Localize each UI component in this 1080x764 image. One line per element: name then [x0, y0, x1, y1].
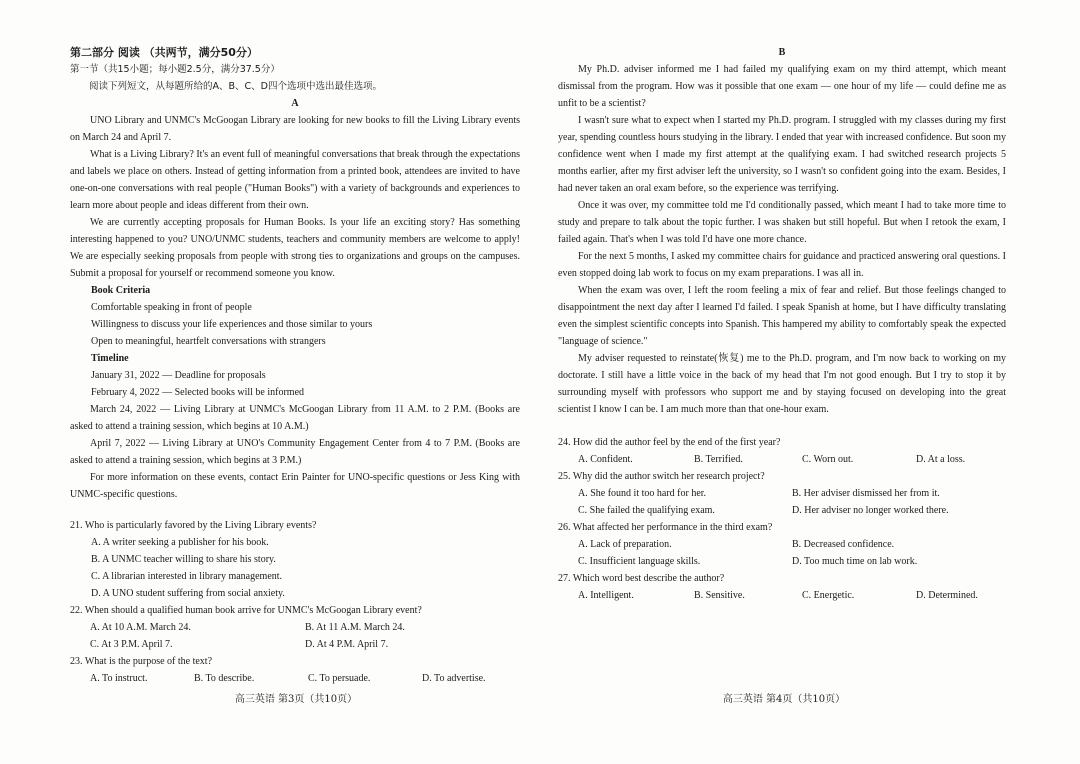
question-option[interactable]: D. At a loss. — [916, 454, 966, 465]
question-option[interactable]: B. Decreased confidence. — [792, 539, 895, 550]
question-option[interactable]: C. At 3 P.M. April 7. — [90, 639, 173, 650]
passage-b-paragraph: I wasn't sure what to expect when I started my Ph.D. program. I struggled with my classes during my first year, spending countless hours studying in the library. I ended that year with increased confidence. But soon my confidence went when I made my first attempt at the qualifying exam. I had switched research projects 5 months earlier, after my first adviser left the university, so I wasn't so confident going into the exam. Besides, I had never taken an oral exam before, so the experience was terrifying. — [558, 115, 1006, 194]
question-option[interactable]: B. Her adviser dismissed her from it. — [792, 488, 940, 499]
criteria-heading: Book Criteria — [91, 285, 151, 296]
question-option[interactable]: C. Worn out. — [802, 454, 854, 465]
question-stem: 27. Which word best describe the author? — [558, 573, 725, 584]
subsection-title: 第一节（共15小题；每小题2.5分，满分37.5分） — [70, 64, 280, 75]
criteria-item: Open to meaningful, heartfelt conversations with strangers — [91, 336, 326, 347]
question-option[interactable]: B. To describe. — [194, 673, 255, 684]
right-column — [558, 44, 1006, 604]
spacer — [70, 503, 520, 517]
question-option[interactable]: D. Her adviser no longer worked there. — [792, 505, 949, 516]
question-stem: 24. How did the author feel by the end of the first year? — [558, 437, 781, 448]
question-option[interactable]: C. A librarian interested in library management. — [91, 571, 283, 582]
question-option[interactable]: A. She found it too hard for her. — [578, 488, 707, 499]
section-title: 第二部分 阅读 （共两节，满分50分） — [70, 46, 258, 59]
question-option[interactable]: B. Sensitive. — [694, 590, 745, 601]
question-option[interactable]: A. To instruct. — [90, 673, 148, 684]
question-option[interactable]: D. Too much time on lab work. — [792, 556, 918, 567]
question-stem: 25. Why did the author switch her research project? — [558, 471, 765, 482]
question-option[interactable]: C. Insufficient language skills. — [578, 556, 701, 567]
passage-b-paragraph: Once it was over, my committee told me I'd conditionally passed, which meant I had to take more time to study and prepare to talk about the topic further. I was shaken but still hopeful. But when I retook the exam, I failed again. That's when I was told I'd have one more chance. — [558, 200, 1006, 245]
question-option[interactable]: A. Intelligent. — [578, 590, 634, 601]
timeline-item: January 31, 2022 — Deadline for proposals — [91, 370, 266, 381]
question-option[interactable]: C. Energetic. — [802, 590, 855, 601]
passage-a-paragraph: UNO Library and UNMC's McGoogan Library are looking for new books to fill the Living Library events on March 24 and April 7. — [70, 115, 520, 143]
question-option[interactable]: A. Confident. — [578, 454, 633, 465]
passage-b-paragraph: My Ph.D. adviser informed me I had failed my qualifying exam on my third attempt, which meant dismissal from the program. How was it possible that one exam — one hour of my life — could define me as unfit to be a scientist? — [558, 64, 1006, 109]
option-row — [558, 485, 1006, 502]
question-option[interactable]: B. Terrified. — [694, 454, 743, 465]
criteria-item: Comfortable speaking in front of people — [91, 302, 252, 313]
question-option[interactable]: D. A UNO student suffering from social anxiety. — [91, 588, 285, 599]
question-option[interactable]: A. Lack of preparation. — [578, 539, 672, 550]
question-option[interactable]: B. A UNMC teacher willing to share his story. — [91, 554, 276, 565]
criteria-item: Willingness to discuss your life experiences and those similar to yours — [91, 319, 373, 330]
passage-a-paragraph: We are currently accepting proposals for Human Books. Is your life an exciting story? Has something interesting happened to you? UNO/UNMC students, teachers and community members are welcome to apply! We are especially seeking proposals from people with strong ties to organizations and groups on the campuses. Submit a proposal for yourself or recommend someone you know. — [70, 217, 520, 279]
option-row — [558, 451, 1006, 468]
page-footer-right: 高三英语 第4页（共10页） — [722, 694, 846, 705]
option-row — [558, 553, 1006, 570]
left-column — [70, 44, 520, 687]
question-option[interactable]: C. To persuade. — [308, 673, 371, 684]
passage-label-b: B — [778, 47, 786, 58]
question-option[interactable]: D. Determined. — [916, 590, 978, 601]
passage-a-paragraph: What is a Living Library? It's an event full of meaningful conversations that break through the expectations and labels we place on others. Instead of getting information from a printed book, attendees are invited to have one-on-one conversations with real people ("Human Books") with a variety of backgrounds and experiences to learn more about people and ideas different from their own. — [70, 149, 520, 211]
question-stem: 26. What affected her performance in the third exam? — [558, 522, 773, 533]
question-option[interactable]: B. At 11 A.M. March 24. — [305, 622, 405, 633]
passage-b-paragraph: For the next 5 months, I asked my committee chairs for guidance and practiced answering oral questions. I even stopped doing lab work to focus on my exam preparations. I was all in. — [558, 251, 1006, 279]
passage-b-paragraph: When the exam was over, I left the room feeling a mix of fear and relief. But those feelings changed to disappointment the next day after I learned I'd failed. I speak Spanish at home, but I have difficulty translating even the simplest scientific concepts into Spanish. This hampered my ability to comfortably speak the expected "language of science." — [558, 285, 1006, 347]
option-row — [70, 636, 520, 653]
question-option[interactable]: C. She failed the qualifying exam. — [578, 505, 715, 516]
option-row — [70, 670, 520, 687]
instruction-text: 阅读下列短文，从每题所给的A、B、C、D四个选项中选出最佳选项。 — [89, 81, 382, 92]
timeline-item: February 4, 2022 — Selected books will be informed — [91, 387, 305, 398]
question-option[interactable]: A. A writer seeking a publisher for his book. — [91, 537, 269, 548]
option-row — [70, 619, 520, 636]
option-row — [558, 587, 1006, 604]
question-stem: 22. When should a qualified human book arrive for UNMC's McGoogan Library event? — [70, 605, 422, 616]
timeline-item: March 24, 2022 — Living Library at UNMC's McGoogan Library from 11 A.M. to 2 P.M. (Books are asked to attend a training session, which begins at 10 A.M.) — [70, 404, 520, 432]
question-stem: 23. What is the purpose of the text? — [70, 656, 213, 667]
spacer — [558, 418, 1006, 434]
question-option[interactable]: A. At 10 A.M. March 24. — [90, 622, 191, 633]
question-option[interactable]: D. To advertise. — [422, 673, 486, 684]
question-option[interactable]: D. At 4 P.M. April 7. — [305, 639, 389, 650]
timeline-item: April 7, 2022 — Living Library at UNO's Community Engagement Center from 4 to 7 P.M. (Books are asked to attend a training session, which begins at 3 P.M.) — [70, 438, 520, 466]
question-stem: 21. Who is particularly favored by the Living Library events? — [70, 520, 317, 531]
option-row — [558, 502, 1006, 519]
passage-b-paragraph: My adviser requested to reinstate(恢复) me to the Ph.D. program, and I'm now back to working on my doctorate. I still have a little voice in the back of my head that I'm not good enough. But I try to stop it by surrounding myself with professors who support me and by staying focused on developing into the great scientist I know I can be. I am much more than that one-hour exam. — [558, 353, 1006, 415]
timeline-heading: Timeline — [91, 353, 129, 364]
passage-label-a: A — [291, 98, 299, 109]
closing-paragraph: For more information on these events, contact Erin Painter for UNO-specific questions or Jess King with UNMC-specific questions. — [70, 472, 520, 500]
option-row — [558, 536, 1006, 553]
page-footer-left: 高三英语 第3页（共10页） — [234, 694, 358, 705]
